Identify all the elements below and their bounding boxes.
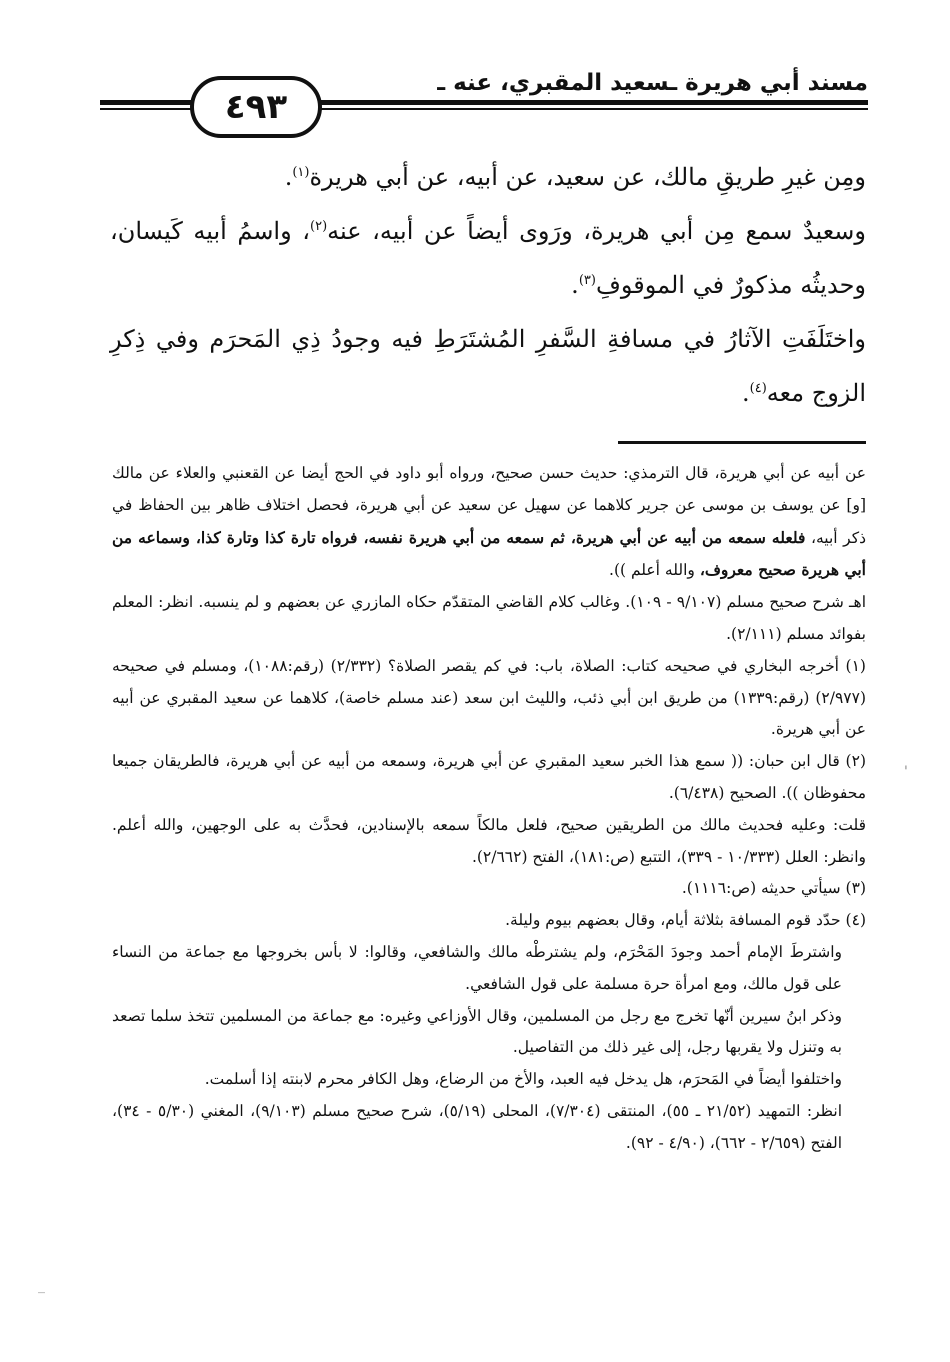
footnote-4-paragraph: انظر: التمهيد (٢١/٥٢ ـ ٥٥)، المنتقى (٧/٣٠٤)، المحلى (٥/١٩)، شرح صحيح مسلم (٩/١٠٣)، المغني (٥/٣٠ - ٣٤)، الفتح (٢/٦٥٩ - ٦٦٢)، (٤/٩٠ - ٩٢). (112, 1101, 842, 1152)
footnote-4-paragraph: وذكر ابنُ سيرين أنّها تخرج مع رجل من المسلمين، وقال الأوزاعي وغيره: مع جماعة من المسلمين تتخذ سلما تصعد به وتنزل ولا يقربها رجل، إلى غير ذلك من التفاصيل. (112, 1006, 842, 1057)
page-header (100, 60, 868, 140)
footnote-1: (١) أخرجه البخاري في صحيحه كتاب: الصلاة، باب: في كم يقصر الصلاة؟ (٢/٣٣٢) (رقم:١٠٨٨)، ومسلم في صحيحه (٢/٩٧٧) (رقم:١٣٣٩) من طريق ابن أبي ذئب، والليث ابن سعد (عند مسلم خاصة)، كلاهما عن سعيد المقبري عن أبيه عن أبي هريرة. (112, 656, 866, 739)
footnote-4-paragraph: واشترطَ الإمام أحمد وجودَ المَحْرَم، ولم يشترطْه مالك والشافعي، وقالوا: لا بأس بخروجها مع جماعة من النساء على قول مالك، ومع امرأة حرة مسلمة على قول الشافعي. (112, 942, 842, 993)
scan-speck: ' (904, 764, 908, 780)
footnote-3: (٣) سيأتي حديثه (ص:١١١٦). (681, 879, 866, 898)
running-title: مسند أبي هريرة ـسعيد المقبري، عنه ـ (437, 70, 868, 96)
footnote-continuation: اهـ شرح صحيح مسلم (٩/١٠٧ - ١٠٩). وغالب كلام القاضي المتقدّم حكاه المازري عن بعضهم و لم ينسبه. انظر: المعلم بفوائد مسلم (٢/١١١). (112, 593, 866, 643)
footnote-2: (٢) قال ابن حبان: (( سمع هذا الخبر سعيد المقبري عن أبي هريرة، وسمعه من أبيه عن أبي هريرة، فالطريقان جميعا محفوظان )). الصحيح (٦/٤٣٨). (112, 752, 866, 802)
main-paragraph: ومِن غيرِ طريقِ مالك، عن سعيد، عن أبيه، عن أبي هريرة$^{(١)}$. (284, 163, 866, 191)
footnote-divider (618, 441, 866, 444)
main-text (110, 150, 866, 420)
footnote-ref: (٢) (310, 219, 328, 234)
footnote-ref: (٤) (749, 381, 767, 396)
footnotes (112, 458, 866, 1160)
main-paragraph: واختَلَفَتِ الآثارُ في مسافةِ السَّفرِ المُشتَرَطِ فيه وجودُ ذِي المَحرَم وفي ذِكرِ الزوج معه$^{(٤)}$. (110, 325, 866, 407)
scan-speck: _ (38, 1278, 45, 1294)
main-paragraph: وسعيدٌ سمع مِن أبي هريرة، ورَوى أيضاً عن أبيه، عنه$^{(٢)}$، واسمُ أبيه كَيسان، وحديثُه مذكورٌ في الموقوفِ$^{(٣)}$. (110, 217, 866, 299)
page-number: ٤٩٣ (190, 76, 322, 138)
footnote-4: (٤) حدّد قوم المسافة بثلاثة أيام، وقال بعضهم بيوم وليلة. (505, 911, 866, 930)
footnote-ref: (٣) (578, 273, 596, 288)
footnote-4-paragraph: واختلفوا أيضاً في المَحرَم، هل يدخل فيه العبد، والأخ من الرضاع، وهل الكافر محرم لابنته إذا أسلمت. (204, 1070, 842, 1089)
footnote-2-comment: قلت: وعليه فحديث مالك من الطريقين صحيح، فلعل مالكاً سمعه بالإسنادين، فحدَّث به على الوجهين، والله أعلم. وانظر: العلل (١٠/٣٣٣ - ٣٣٩)، التتبع (ص:١٨١)، الفتح (٢/٦٦٢). (112, 815, 866, 866)
footnote-continuation: عن أبيه عن أبي هريرة، قال الترمذي: حديث حسن صحيح، ورواه أبو داود في الحج أيضا عن القعنبي والعلاء عن مالك [و] عن يوسف بن موسى عن جرير كلاهما عن سهيل عن سعيد عن أبي هريرة، فحصل اختلاف ظاهر بين الحفاظ في ذكر أبيه، فلعله سمعه من أبيه عن أبي هريرة، ثم سمعه من أبي هريرة نفسه، فرواه تارة كذا وتارة كذا، وسماعه من أبي هريرة صحيح معروف، والله أعلم )). (112, 464, 866, 580)
footnote-ref: (١) (292, 165, 310, 180)
